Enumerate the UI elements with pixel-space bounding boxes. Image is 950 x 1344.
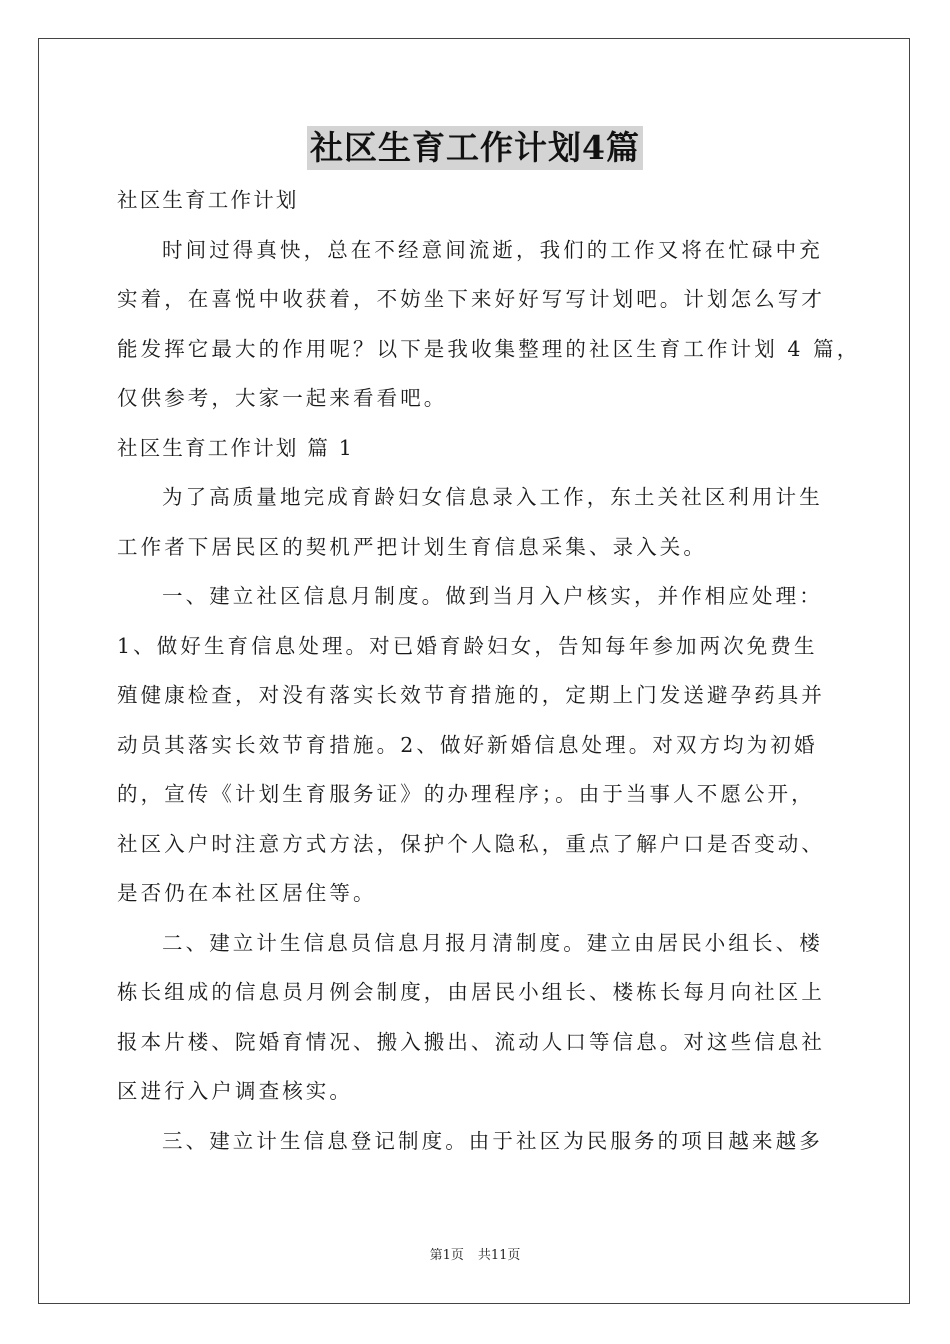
body-text-line: 三、建立计生信息登记制度。由于社区为民服务的项目越来越多	[162, 1128, 823, 1153]
body-text-line: 一、建立社区信息月制度。做到当月入户核实，并作相应处理：	[162, 584, 823, 608]
page-footer	[0, 1246, 950, 1266]
body-text-line: 仅供参考，大家一起来看看吧。	[117, 386, 448, 410]
document-title: 社区生育工作计划4篇	[307, 126, 643, 170]
body-text-line: 二、建立计生信息员信息月报月清制度。建立由居民小组长、楼	[162, 930, 823, 955]
body-text-line: 社区入户时注意方式方法，保护个人隐私，重点了解户口是否变动、	[117, 831, 825, 856]
document-body	[117, 176, 861, 1166]
body-text-line: 报本片楼、院婚育情况、搬入搬出、流动人口等信息。对这些信息社	[117, 1029, 825, 1054]
body-text-line: 动员其落实长效节育措施。2、做好新婚信息处理。对双方均为初婚	[117, 732, 818, 757]
body-text-line: 工作者下居民区的契机严把计划生育信息采集、录入关。	[117, 534, 707, 559]
body-text-line: 1、做好生育信息处理。对已婚育龄妇女，告知每年参加两次免费生	[117, 633, 818, 658]
body-text-line: 殖健康检查，对没有落实长效节育措施的，定期上门发送避孕药具并	[117, 683, 825, 707]
body-text-line: 实着，在喜悦中收获着，不妨坐下来好好写写计划吧。计划怎么写才	[117, 287, 825, 311]
body-text-line: 栋长组成的信息员月例会制度，由居民小组长、楼栋长每月向社区上	[117, 980, 825, 1004]
title-container	[0, 126, 950, 170]
body-text-line: 是否仍在本社区居住等。	[117, 881, 377, 905]
page-number: 第1页	[429, 1248, 464, 1263]
body-text-line: 的，宣传《计划生育服务证》的办理程序；。由于当事人不愿公开，	[117, 782, 815, 806]
page-total: 共11页	[477, 1248, 521, 1263]
section-heading: 社区生育工作计划	[117, 188, 299, 212]
body-text-line: 能发挥它最大的作用呢？以下是我收集整理的社区生育工作计划 4 篇，	[117, 336, 861, 361]
section-heading: 社区生育工作计划 篇 1	[117, 435, 354, 460]
body-text-line: 区进行入户调查核实。	[117, 1079, 353, 1103]
body-text-line: 时间过得真快，总在不经意间流逝，我们的工作又将在忙碌中充	[162, 237, 823, 262]
body-text-line: 为了高质量地完成育龄妇女信息录入工作，东土关社区利用计生	[162, 485, 823, 509]
